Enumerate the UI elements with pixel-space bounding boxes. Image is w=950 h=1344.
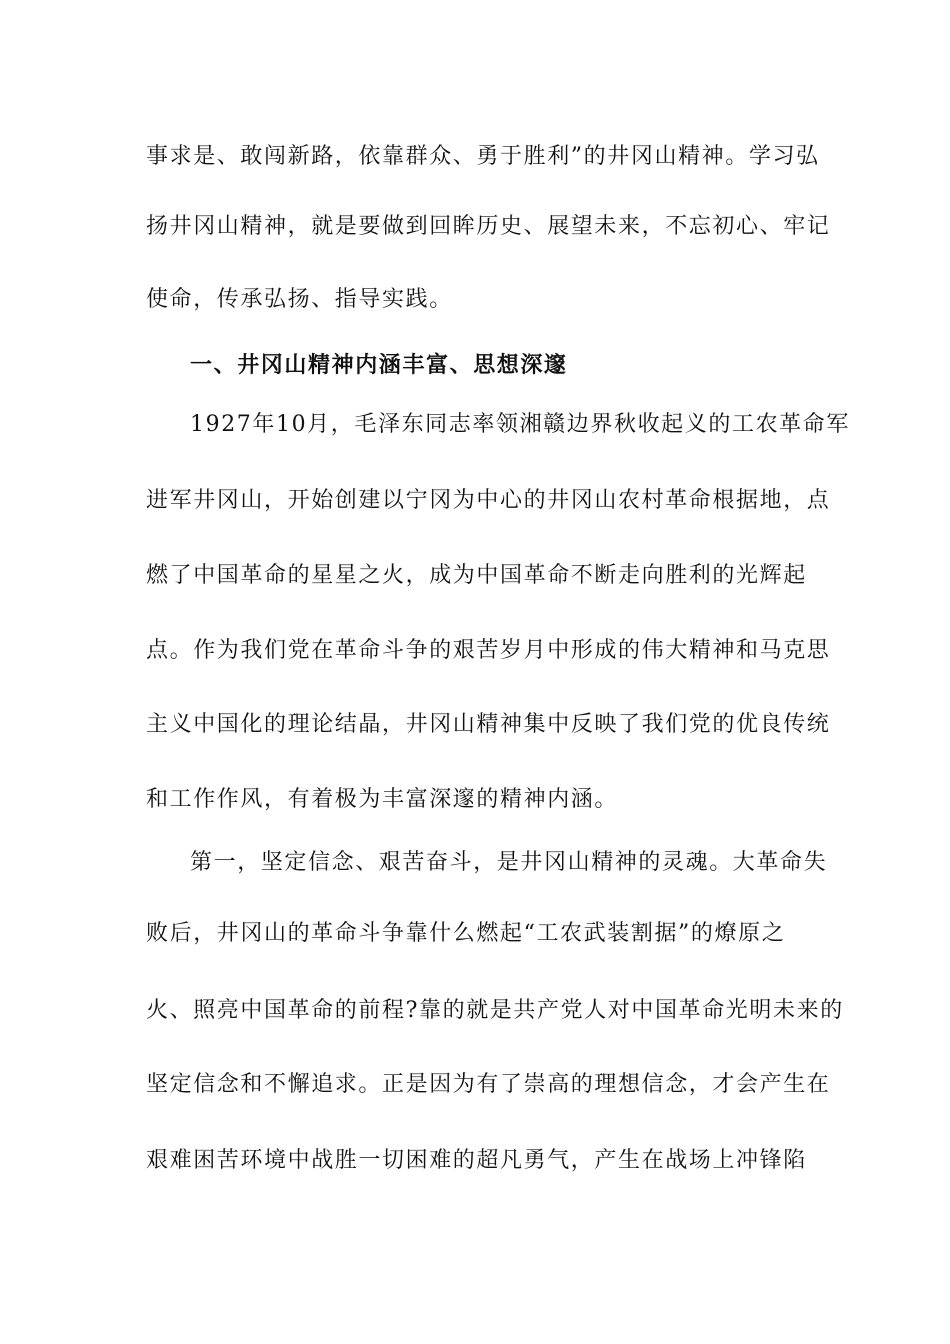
paragraph-line: 事求是、敢闯新路，依靠群众、勇于胜利”的井冈山精神。学习弘 [146, 144, 820, 169]
paragraph-line: 主义中国化的理论结晶，井冈山精神集中反映了我们党的优良传统 [146, 712, 831, 737]
paragraph-line: 和工作作风，有着极为丰富深邃的精神内涵。 [146, 787, 619, 812]
paragraph-line: 点。作为我们党在革命斗争的艰苦岁月中形成的伟大精神和马克思 [146, 638, 831, 663]
section-heading: 一、井冈山精神内涵丰富、思想深邃 [190, 352, 568, 378]
paragraph-line: 1927年10月，毛泽东同志率领湘赣边界秋收起义的工农革命军 [190, 412, 850, 437]
paragraph-line: 坚定信念和不懈追求。正是因为有了崇高的理想信念，才会产生在 [146, 1072, 831, 1097]
paragraph-line: 艰难困苦环境中战胜一切困难的超凡勇气，产生在战场上冲锋陷 [146, 1148, 807, 1173]
paragraph-line: 扬井冈山精神，就是要做到回眸历史、展望未来，不忘初心、牢记 [146, 214, 831, 239]
paragraph-line: 火、照亮中国革命的前程?靠的就是共产党人对中国革命光明未来的 [146, 998, 844, 1023]
paragraph-line: 使命，传承弘扬、指导实践。 [146, 287, 453, 312]
paragraph-line: 进军井冈山，开始创建以宁冈为中心的井冈山农村革命根据地，点 [146, 488, 831, 513]
paragraph-line: 败后，井冈山的革命斗争靠什么燃起“工农武装割据”的燎原之 [146, 921, 786, 946]
paragraph-line: 第一，坚定信念、艰苦奋斗，是井冈山精神的灵魂。大革命失 [190, 850, 828, 875]
paragraph-line: 燃了中国革命的星星之火，成为中国革命不断走向胜利的光辉起 [146, 563, 807, 588]
